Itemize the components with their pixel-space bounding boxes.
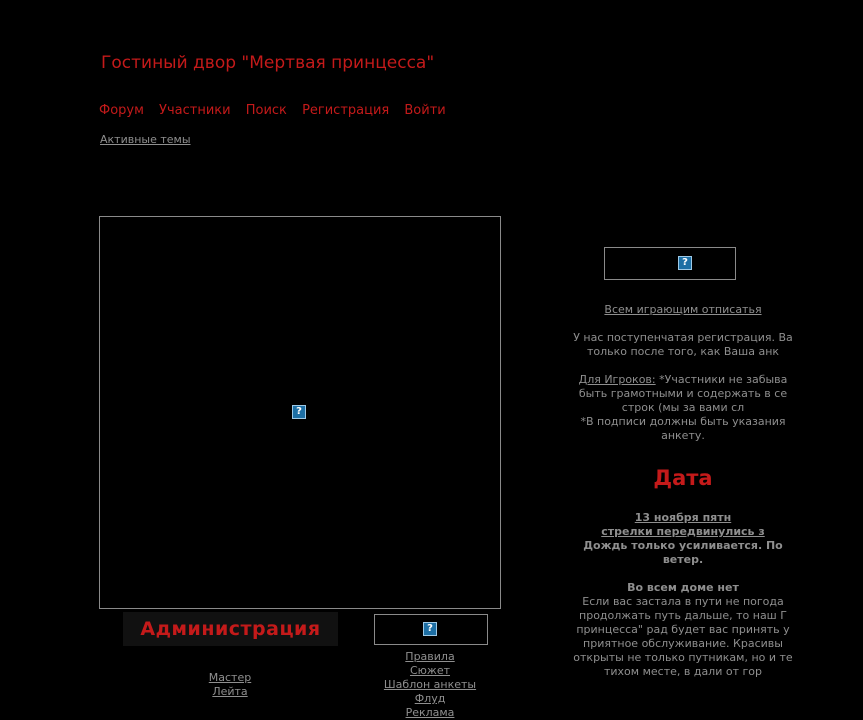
- admin-links: [180, 671, 280, 699]
- info-image-frame: [374, 614, 488, 645]
- broken-image-icon: ?: [292, 405, 306, 419]
- main-nav: [99, 103, 457, 118]
- arrows-line: стрелки передвинулись з: [601, 525, 765, 538]
- players-text: Для Игроков: *Участники не забыва: [578, 373, 788, 386]
- body-line-5: открыты не только путникам, но и те: [573, 651, 793, 664]
- registration-text-2: только после того, как Ваша анк: [586, 345, 780, 358]
- flood-link[interactable]: Флуд: [414, 692, 446, 705]
- rain-line: Дождь только усиливается. По: [583, 539, 783, 552]
- body-line-2: продолжать путь дальше, то наш Г: [579, 609, 787, 622]
- broken-image-icon: ?: [423, 622, 437, 636]
- registration-text: У нас поступенчатая регистрация. Ва: [573, 331, 793, 344]
- players-text-3: строк (мы за вами сл: [621, 401, 745, 414]
- players-text-2: быть грамотными и содержать в се: [578, 387, 788, 400]
- body-line-3: принцесса" рад будет вас принять у: [576, 623, 790, 636]
- advertising-link[interactable]: Реклама: [405, 706, 455, 719]
- profile-template-link[interactable]: Шаблон анкеты: [383, 678, 477, 691]
- date-line: 13 ноября пятн: [634, 511, 732, 524]
- players-text-5: анкету.: [661, 429, 705, 442]
- body-line-1: Если вас застала в пути не погода: [582, 595, 784, 608]
- players-label-link[interactable]: Для Игроков:: [578, 373, 656, 386]
- admin-banner: Администрация: [123, 612, 338, 646]
- sign-up-link[interactable]: Всем играющим отписатья: [604, 303, 762, 316]
- body-line-4: приятное обслуживание. Красивы: [583, 637, 783, 650]
- rules-link[interactable]: Правила: [405, 650, 455, 663]
- admin-master-link[interactable]: Мастер: [208, 671, 252, 684]
- body-line-6: тихом месте, в дали от гор: [603, 665, 762, 678]
- nav-login-link[interactable]: Войти: [404, 103, 446, 118]
- players-text-4: *В подписи должны быть указания: [580, 415, 786, 428]
- active-topics-link[interactable]: Активные темы: [100, 133, 191, 146]
- wind-line: ветер.: [662, 553, 704, 566]
- nav-members-link[interactable]: Участники: [159, 103, 231, 118]
- right-image-frame: [604, 247, 736, 280]
- info-links: [370, 650, 490, 720]
- announcement-column: [503, 303, 863, 679]
- plot-link[interactable]: Сюжет: [409, 664, 451, 677]
- main-banner-frame: [99, 216, 501, 609]
- site-title: Гостиный двор "Мертвая принцесса": [101, 53, 435, 73]
- nav-search-link[interactable]: Поиск: [245, 103, 287, 118]
- broken-image-icon: ?: [678, 256, 692, 270]
- admin-leyta-link[interactable]: Лейта: [212, 685, 248, 698]
- nav-forum-link[interactable]: Форум: [99, 103, 144, 118]
- date-heading: Дата: [653, 466, 713, 490]
- nav-register-link[interactable]: Регистрация: [302, 103, 390, 118]
- house-line: Во всем доме нет: [627, 581, 739, 594]
